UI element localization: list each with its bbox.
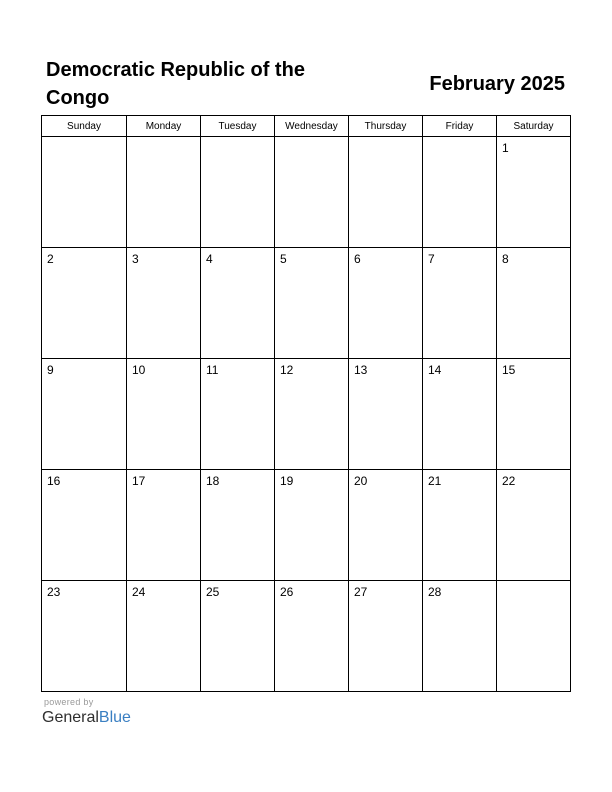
week-row (42, 359, 571, 470)
day-cell (349, 470, 423, 581)
powered-by-label: powered by (44, 697, 94, 707)
day-number: 12 (280, 363, 294, 377)
day-number: 9 (47, 363, 54, 377)
weekday-tuesday: Tuesday (201, 116, 275, 137)
day-cell (497, 359, 571, 470)
day-number: 10 (132, 363, 146, 377)
week-row (42, 581, 571, 692)
day-cell (497, 581, 571, 692)
day-number (423, 137, 496, 141)
generalblue-logo[interactable] (42, 709, 131, 727)
day-number: 25 (206, 585, 220, 599)
day-cell (423, 470, 497, 581)
day-cell (349, 359, 423, 470)
day-cell (275, 581, 349, 692)
week-row (42, 137, 571, 248)
month-year-title: February 2025 (429, 73, 565, 95)
day-cell (423, 248, 497, 359)
day-cell (275, 359, 349, 470)
country-title: Democratic Republic of the Congo (46, 59, 305, 109)
day-number (201, 137, 274, 141)
day-cell (497, 248, 571, 359)
day-cell (497, 137, 571, 248)
day-cell (423, 137, 497, 248)
day-number: 11 (206, 363, 219, 377)
day-number: 20 (354, 474, 368, 488)
day-cell (201, 359, 275, 470)
day-cell (275, 248, 349, 359)
day-number (349, 137, 422, 141)
day-number: 5 (280, 252, 287, 266)
logo-text-general: General (42, 709, 99, 726)
weekday-thursday: Thursday (349, 116, 423, 137)
day-cell (127, 248, 201, 359)
day-number: 15 (502, 363, 516, 377)
day-cell (201, 470, 275, 581)
day-cell (42, 470, 127, 581)
day-number: 7 (428, 252, 435, 266)
day-number: 18 (206, 474, 220, 488)
day-cell (127, 581, 201, 692)
day-number: 8 (502, 252, 509, 266)
day-number (127, 137, 200, 141)
day-number: 3 (132, 252, 139, 266)
weekday-friday: Friday (423, 116, 497, 137)
day-number: 2 (47, 252, 54, 266)
day-number: 19 (280, 474, 294, 488)
day-cell (275, 137, 349, 248)
week-row (42, 248, 571, 359)
logo-text-blue: Blue (98, 709, 131, 726)
day-cell (42, 137, 127, 248)
weekday-saturday: Saturday (497, 116, 571, 137)
calendar-grid (41, 115, 571, 692)
day-number (42, 137, 126, 141)
week-row (42, 470, 571, 581)
day-cell (42, 581, 127, 692)
weekday-monday: Monday (127, 116, 201, 137)
weekday-wednesday: Wednesday (275, 116, 349, 137)
day-number: 21 (428, 474, 442, 488)
day-cell (349, 581, 423, 692)
day-number: 27 (354, 585, 368, 599)
day-number: 17 (132, 474, 146, 488)
day-cell (127, 359, 201, 470)
day-cell (42, 248, 127, 359)
day-cell (423, 359, 497, 470)
day-number: 16 (47, 474, 61, 488)
day-number: 23 (47, 585, 61, 599)
day-number: 22 (502, 474, 516, 488)
day-number: 13 (354, 363, 368, 377)
day-number: 4 (206, 252, 213, 266)
day-number: 1 (502, 141, 509, 155)
day-cell (423, 581, 497, 692)
day-cell (42, 359, 127, 470)
day-cell (127, 470, 201, 581)
weekday-sunday: Sunday (42, 116, 127, 137)
day-number (497, 581, 570, 585)
day-cell (201, 137, 275, 248)
day-cell (349, 137, 423, 248)
day-number (275, 137, 348, 141)
day-number: 24 (132, 585, 146, 599)
day-cell (349, 248, 423, 359)
day-number: 26 (280, 585, 294, 599)
day-number: 28 (428, 585, 442, 599)
weekday-header-row (42, 116, 571, 137)
day-cell (201, 581, 275, 692)
day-cell (275, 470, 349, 581)
day-number: 6 (354, 252, 361, 266)
day-cell (201, 248, 275, 359)
day-cell (497, 470, 571, 581)
day-number: 14 (428, 363, 442, 377)
day-cell (127, 137, 201, 248)
